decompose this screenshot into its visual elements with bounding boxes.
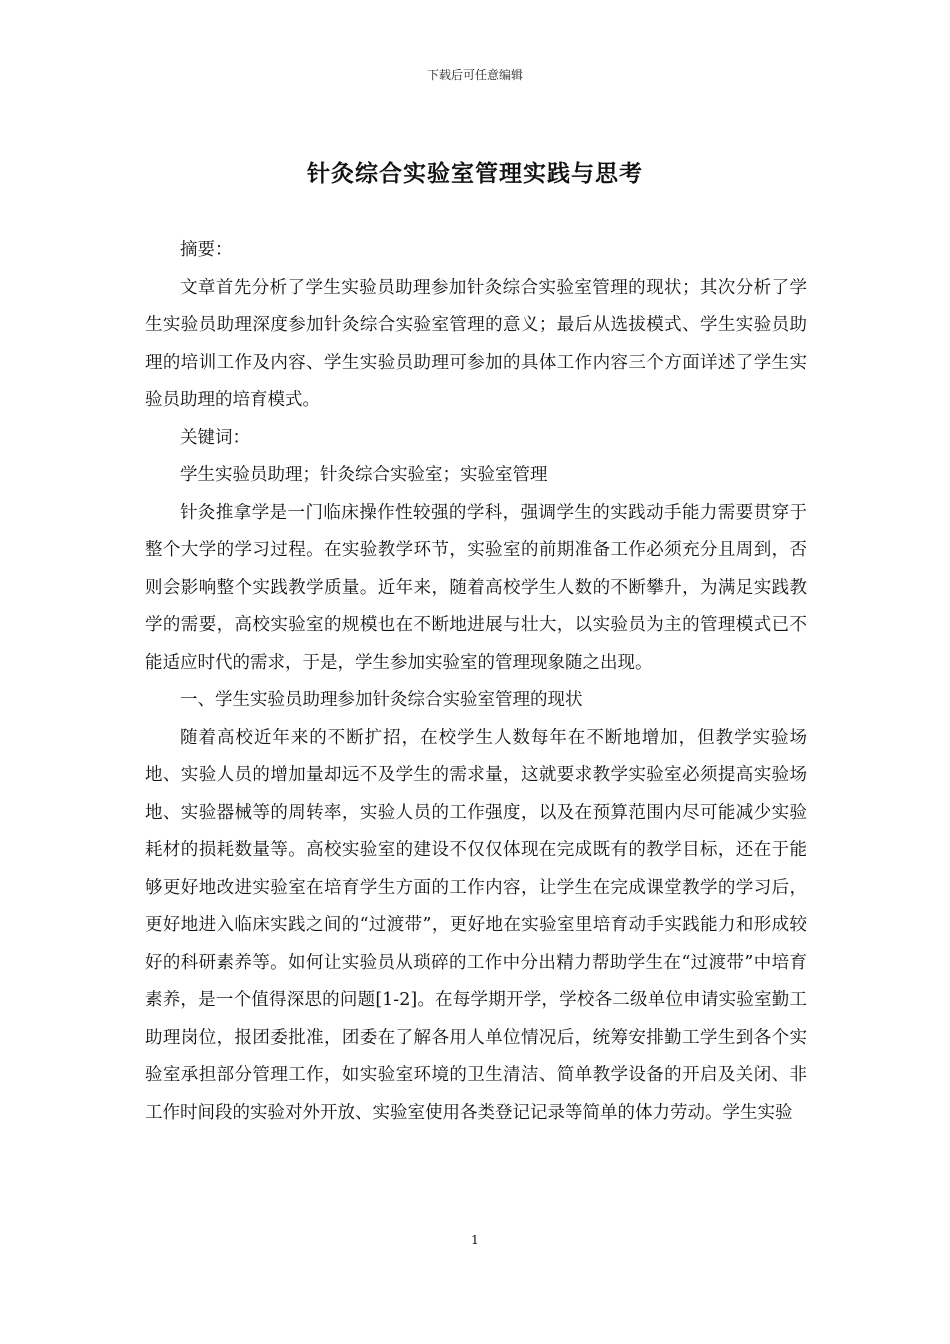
document-body <box>145 232 807 1132</box>
page-header: 下载后可任意编辑 <box>426 68 523 82</box>
body-paragraph: 随着高校近年来的不断扩招，在校学生人数每年在不断地增加，但教学实验场地、实验人员的增加量却远不及学生的需求量，这就要求教学实验室必须提高实验场地、实验器械等的周转率，实验人员的工作强度，以及在预算范围内尽可能减少实验耗材的损耗数量等。高校实验室的建设不仅仅体现在完成既有的教学目标，还在于能够更好地改进实验室在培育学生方面的工作内容，让学生在完成课堂教学的学习后，更好地进入临床实践之间的“过渡带”，更好地在实验室里培育动手实践能力和形成较好的科研素养等。如何让实验员从琐碎的工作中分出精力帮助学生在“过渡带”中培育素养，是一个值得深思的问题[1-2]。在每学期开学，学校各二级单位申请实验室勤工助理岗位，报团委批准，团委在了解各用人单位情况后，统筹安排勤工学生到各个实验室承担部分管理工作，如实验室环境的卫生清洁、简单教学设备的开启及关闭、非工作时间段的实验对外开放、实验室使用各类登记记录等简单的体力劳动。学生实验 <box>145 727 807 1123</box>
body-paragraph: 针灸推拿学是一门临床操作性较强的学科，强调学生的实践动手能力需要贯穿于整个大学的学习过程。在实验教学环节，实验室的前期准备工作必须充分且周到，否则会影响整个实践教学质量。近年来，随着高校学生人数的不断攀升，为满足实践教学的需要，高校实验室的规模也在不断地进展与壮大，以实验员为主的管理模式已不能适应时代的需求，于是，学生参加实验室的管理现象随之出现。 <box>145 502 807 673</box>
section-heading: 一、学生实验员助理参加针灸综合实验室管理的现状 <box>180 690 583 710</box>
keywords-text: 学生实验员助理；针灸综合实验室；实验室管理 <box>180 465 548 485</box>
abstract-label: 摘要： <box>180 240 233 260</box>
page-number: 1 <box>471 1233 479 1247</box>
document-title: 针灸综合实验室管理实践与思考 <box>307 160 643 187</box>
abstract-text: 文章首先分析了学生实验员助理参加针灸综合实验室管理的现状；其次分析了学生实验员助理深度参加针灸综合实验室管理的意义；最后从选拔模式、学生实验员助理的培训工作及内容、学生实验员助理可参加的具体工作内容三个方面详述了学生实验员助理的培育模式。 <box>145 277 807 410</box>
keywords-label: 关键词： <box>180 427 250 448</box>
